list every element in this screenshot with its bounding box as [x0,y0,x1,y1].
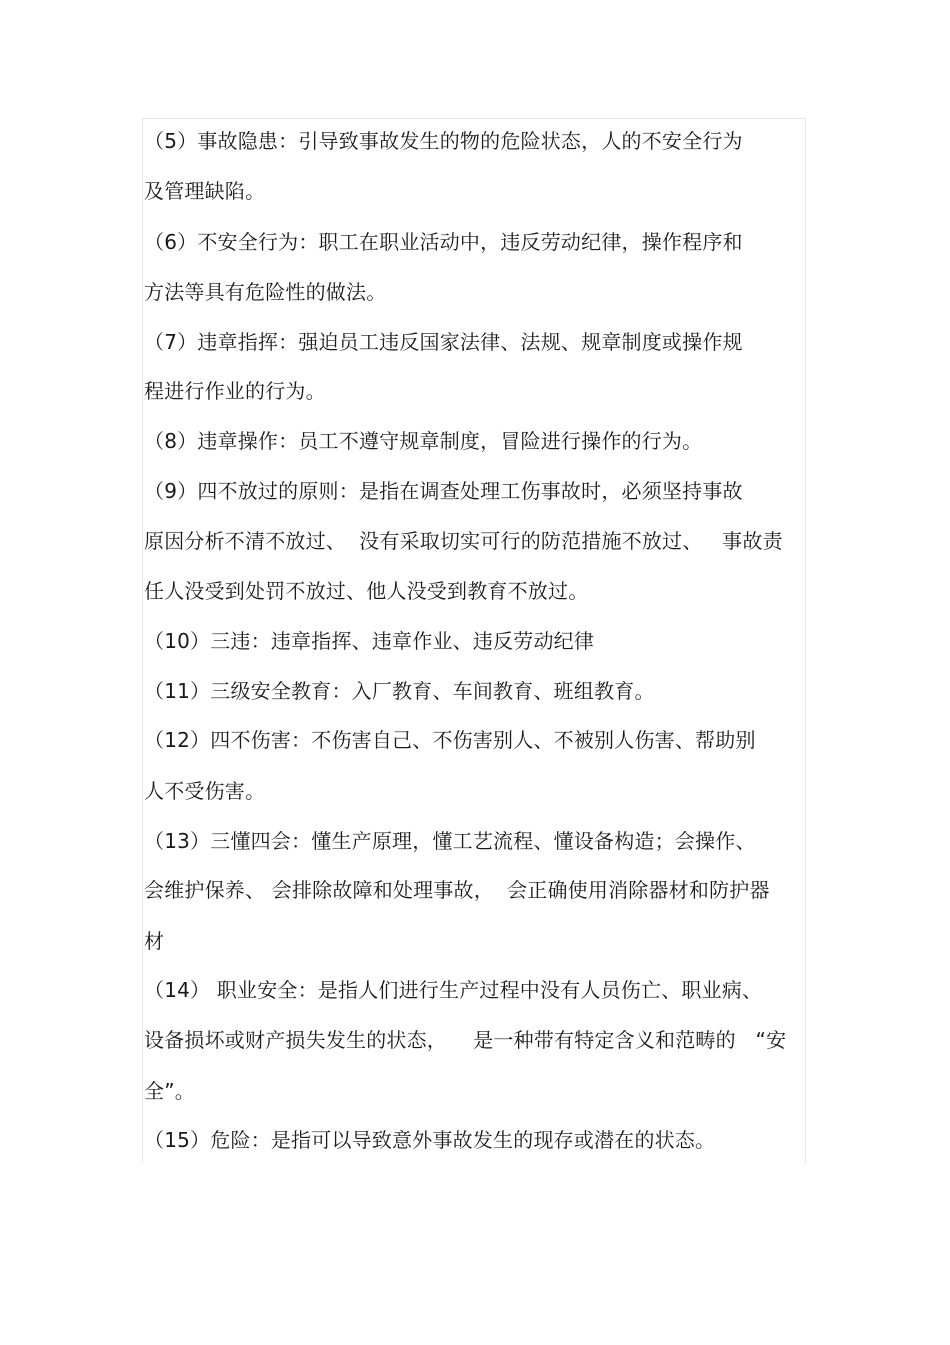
text-line: 材 [144,929,165,953]
text-line: （7）违章指挥：强迫员工违反国家法律、法规、规章制度或操作规 [144,330,743,354]
text-line: 任人没受到处罚不放过、他人没受到教育不放过。 [144,579,589,603]
text-line: 及管理缺陷。 [144,179,266,203]
text-line: 原因分析不清不放过、 没有采取切实可行的防范措施不放过、 事故责 [144,529,783,553]
text-line: 程进行作业的行为。 [144,379,326,403]
text-line: （14） 职业安全：是指人们进行生产过程中没有人员伤亡、职业病、 [144,978,763,1002]
text-line: （10）三违：违章指挥、违章作业、违反劳动纪律 [144,629,595,653]
text-line: （15）危险：是指可以导致意外事故发生的现存或潜在的状态。 [144,1128,716,1152]
text-line: （9）四不放过的原则：是指在调查处理工伤事故时，必须坚持事故 [144,479,743,503]
text-line: （5）事故隐患：引导致事故发生的物的危险状态，人的不安全行为 [144,129,743,153]
text-line: 方法等具有危险性的做法。 [144,280,387,304]
text-line: （13）三懂四会：懂生产原理，懂工艺流程、懂设备构造；会操作、 [144,829,756,853]
text-line: 人不受伤害。 [144,779,266,803]
text-line: （8）违章操作：员工不遵守规章制度，冒险进行操作的行为。 [144,429,703,453]
text-line: （12）四不伤害：不伤害自己、不伤害别人、不被别人伤害、帮助别 [144,728,756,752]
text-line: （6）不安全行为：职工在职业活动中，违反劳动纪律，操作程序和 [144,230,743,254]
text-line: （11）三级安全教育：入厂教育、车间教育、班组教育。 [144,679,655,703]
text-line: 会维护保养、 会排除故障和处理事故， 会正确使用消除器材和防护器 [144,878,770,902]
text-line: 设备损坏或财产损失发生的状态， 是一种带有特定含义和范畴的 “安 [144,1028,787,1052]
text-line: 全”。 [144,1079,195,1103]
